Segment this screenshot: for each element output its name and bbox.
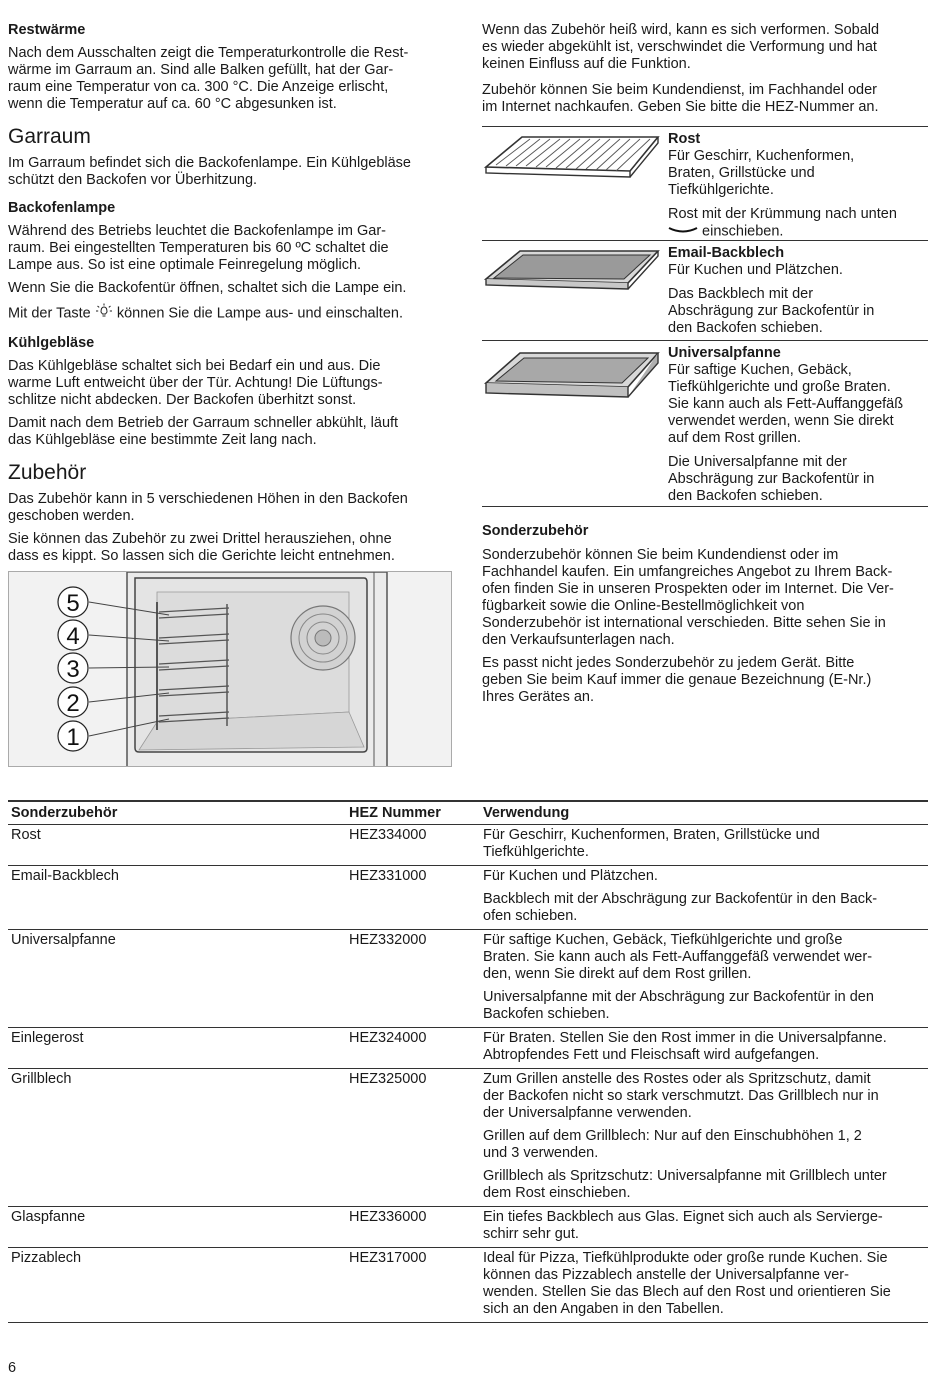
cell-accessory-name: Grillblech [11, 1071, 72, 1087]
garraum-text: Im Garraum befindet sich die Backofenlampe. Ein Kühlgebläse schützt den Backofen vor Überhitzung. [8, 155, 411, 188]
cell-hez-number: HEZ336000 [349, 1209, 427, 1225]
cell-usage [480, 1069, 928, 1207]
level-label-1: 1 [66, 724, 80, 751]
table-row [8, 866, 928, 930]
table-row [8, 1028, 928, 1069]
accessory-note-rost-after: einschieben. [702, 223, 784, 240]
table-row [8, 1248, 928, 1323]
universal-pan-illustration [482, 345, 668, 506]
oven-interior-drawing [9, 572, 452, 767]
cell-usage [480, 930, 928, 1028]
accessory-email-backblech [482, 240, 928, 340]
cell-hez-number: HEZ324000 [349, 1030, 427, 1046]
cell-accessory-name: Universalpfanne [11, 932, 116, 948]
kuehlgeblaese-text-1: Das Kühlgebläse schaltet sich bei Bedarf ein und aus. Die warme Luft entweicht über der Tür. Achtung! Die Lüftungs- schlitze nicht abdecken. Der Backofen überhitzt sonst. [8, 358, 383, 408]
level-label-5: 5 [66, 590, 80, 617]
accessory-note-rost [668, 206, 928, 240]
usage-paragraph: Grillen auf dem Grillblech: Nur auf den Einschubhöhen 1, 2 und 3 verwenden. [483, 1128, 862, 1161]
heading-sonderzubehoer: Sonderzubehör [482, 523, 589, 539]
usage-paragraph: Für Geschirr, Kuchenformen, Braten, Grillstücke und Tiefkühlgerichte. [483, 827, 820, 860]
usage-paragraph: Zum Grillen anstelle des Rostes oder als Spritzschutz, damit der Backofen nicht so stark verschmutzt. Das Grillblech nur in der Universalpfanne verwenden. [483, 1071, 879, 1121]
accessory-desc-email-backblech: Für Kuchen und Plätzchen. [668, 262, 843, 278]
cell-hez-number: HEZ334000 [349, 827, 427, 843]
right-intro-2: Zubehör können Sie beim Kundendienst, im Fachhandel oder im Internet nachkaufen. Geben Sie bitte die HEZ-Nummer an. [482, 82, 879, 115]
usage-paragraph: Für Braten. Stellen Sie den Rost immer in die Universalpfanne. Abtropfendes Fett und Fleischsaft wird aufgefangen. [483, 1030, 887, 1063]
level-label-3: 3 [66, 656, 80, 683]
usage-paragraph: Für Kuchen und Plätzchen. [483, 868, 658, 884]
left-column [8, 22, 453, 767]
accessory-desc-universalpfanne: Für saftige Kuchen, Gebäck, Tiefkühlgerichte und große Braten. Sie kann auch als Fett-Auffanggefäß verwendet werden, wenn Sie direkt auf dem Rost grillen. [668, 362, 904, 446]
section-sonderzubehoer [482, 523, 928, 706]
accessory-universalpfanne [482, 340, 928, 506]
cell-hez-number: HEZ325000 [349, 1071, 427, 1087]
cell-usage [480, 825, 928, 866]
fan-icon [291, 606, 355, 670]
heading-backofenlampe: Backofenlampe [8, 200, 116, 216]
column-header-sonderzubehoer: Sonderzubehör [11, 805, 118, 821]
backofenlampe-text-3-after: können Sie die Lampe aus- und einschalten. [116, 305, 403, 322]
cell-usage [480, 1207, 928, 1248]
usage-paragraph: Ideal für Pizza, Tiefkühlprodukte oder große runde Kuchen. Sie können das Pizzablech anstelle der Universalpfanne ver- wenden. Stellen Sie das Blech auf den Rost und orientieren Sie sich an den Angaben in den Tabellen. [483, 1250, 891, 1317]
cell-accessory-name: Einlegerost [11, 1030, 84, 1046]
accessory-rost [482, 126, 928, 240]
cell-usage [480, 1248, 928, 1323]
usage-paragraph: Grillblech als Spritzschutz: Universalpfanne mit Grillblech unter dem Rost einschieben. [483, 1168, 887, 1201]
heading-restwaerme: Restwärme [8, 22, 86, 38]
accessory-desc-rost: Für Geschirr, Kuchenformen, Braten, Grillstücke und Tiefkühlgerichte. [668, 148, 855, 198]
heading-garraum: Garraum [8, 125, 91, 148]
oven-levels-illustration [8, 571, 452, 767]
baking-tray-illustration [482, 245, 668, 340]
heading-kuehlgeblaese: Kühlgebläse [8, 335, 95, 351]
cell-usage [480, 866, 928, 930]
usage-paragraph: Backblech mit der Abschrägung zur Backofentür in den Back- ofen schieben. [483, 891, 878, 924]
cell-usage [480, 1028, 928, 1069]
heading-zubehoer: Zubehör [8, 461, 87, 484]
accessory-name-universalpfanne: Universalpfanne [668, 345, 781, 361]
accessory-list [482, 126, 928, 507]
kuehlgeblaese-text-2: Damit nach dem Betrieb der Garraum schneller abkühlt, läuft das Kühlgebläse eine bestimmte Zeit lang nach. [8, 415, 399, 448]
sonderzubehoer-text-2: Es passt nicht jedes Sonderzubehör zu jedem Gerät. Bitte geben Sie beim Kauf immer die genaue Bezeichnung (E-Nr.) Ihres Gerätes an. [482, 655, 872, 705]
accessory-note-rost-before: Rost mit der Krümmung nach unten [668, 206, 897, 222]
accessory-name-rost: Rost [668, 131, 701, 147]
zubehoer-text-1: Das Zubehör kann in 5 verschiedenen Höhen in den Backofen geschoben werden. [8, 491, 408, 524]
zubehoer-text-2: Sie können das Zubehör zu zwei Drittel herausziehen, ohne dass es kippt. So lassen sich die Gerichte leicht entnehmen. [8, 531, 395, 564]
right-column [482, 22, 928, 712]
lamp-icon [95, 303, 113, 324]
level-label-2: 2 [66, 690, 80, 717]
cell-hez-number: HEZ332000 [349, 932, 427, 948]
restwaerme-text: Nach dem Ausschalten zeigt die Temperaturkontrolle die Rest- wärme im Garraum an. Sind alle Balken gefüllt, hat der Gar- raum eine Temperatur von ca. 300 °C. Die Anzeige erlischt, wenn die Temperatur auf ca. 60 °C abgesunken ist. [8, 45, 409, 112]
accessory-note-email-backblech: Das Backblech mit der Abschrägung zur Backofentür in den Backofen schieben. [668, 286, 875, 336]
table-row [8, 930, 928, 1028]
cell-accessory-name: Glaspfanne [11, 1209, 86, 1225]
right-intro-1: Wenn das Zubehör heiß wird, kann es sich verformen. Sobald es wieder abgekühlt ist, verschwindet die Verformung und hat keinen Einfluss auf die Funktion. [482, 22, 880, 72]
table-row [8, 825, 928, 866]
level-label-4: 4 [66, 623, 80, 650]
usage-paragraph: Ein tiefes Backblech aus Glas. Eignet sich auch als Servierge- schirr sehr gut. [483, 1209, 883, 1242]
table-row [8, 1069, 928, 1207]
column-header-verwendung: Verwendung [483, 805, 570, 821]
cell-accessory-name: Email-Backblech [11, 868, 119, 884]
backofenlampe-text-3-before: Mit der Taste [8, 305, 91, 322]
column-header-hez: HEZ Nummer [349, 805, 441, 821]
cell-hez-number: HEZ317000 [349, 1250, 427, 1266]
cell-hez-number: HEZ331000 [349, 868, 427, 884]
table-row [8, 1207, 928, 1248]
usage-paragraph: Universalpfanne mit der Abschrägung zur Backofentür in den Backofen schieben. [483, 989, 874, 1022]
curve-down-icon [668, 223, 698, 240]
sonderzubehoer-text-1: Sonderzubehör können Sie beim Kundendienst oder im Fachhandel kaufen. Ein umfangreiches Angebot zu Ihrem Back- ofen finden Sie in unseren Prospekten oder im Internet. Die Ver- fügbarkeit sowie die Online-Bestellmöglichkeit von Sonderzubehör ist international verschieden. Bitte sehen Sie in den Verkaufsunterlagen nach. [482, 547, 894, 648]
section-restwaerme [8, 22, 453, 113]
backofenlampe-text-3 [8, 303, 453, 324]
table-header-row [8, 801, 928, 825]
accessory-name-email-backblech: Email-Backblech [668, 245, 785, 261]
cell-accessory-name: Rost [11, 827, 41, 843]
backofenlampe-text-2: Wenn Sie die Backofentür öffnen, schaltet sich die Lampe ein. [8, 280, 407, 296]
cell-accessory-name: Pizzablech [11, 1250, 82, 1266]
rack-illustration [482, 131, 668, 240]
accessory-note-universalpfanne: Die Universalpfanne mit der Abschrägung zur Backofentür in den Backofen schieben. [668, 454, 875, 504]
backofenlampe-text-1: Während des Betriebs leuchtet die Backofenlampe im Gar- raum. Bei eingestellten Temperaturen bis 60 ºC schaltet die Lampe aus. So ist eine optimale Feinregelung möglich. [8, 223, 389, 273]
usage-paragraph: Für saftige Kuchen, Gebäck, Tiefkühlgerichte und große Braten. Sie kann auch als Fett-Auffanggefäß verwendet wer- den, wenn Sie direkt auf dem Rost grillen. [483, 932, 873, 982]
section-garraum [8, 125, 453, 449]
page-number: 6 [8, 1360, 17, 1376]
accessory-table [8, 800, 928, 1323]
table-body [8, 825, 928, 1323]
section-zubehoer [8, 461, 453, 767]
